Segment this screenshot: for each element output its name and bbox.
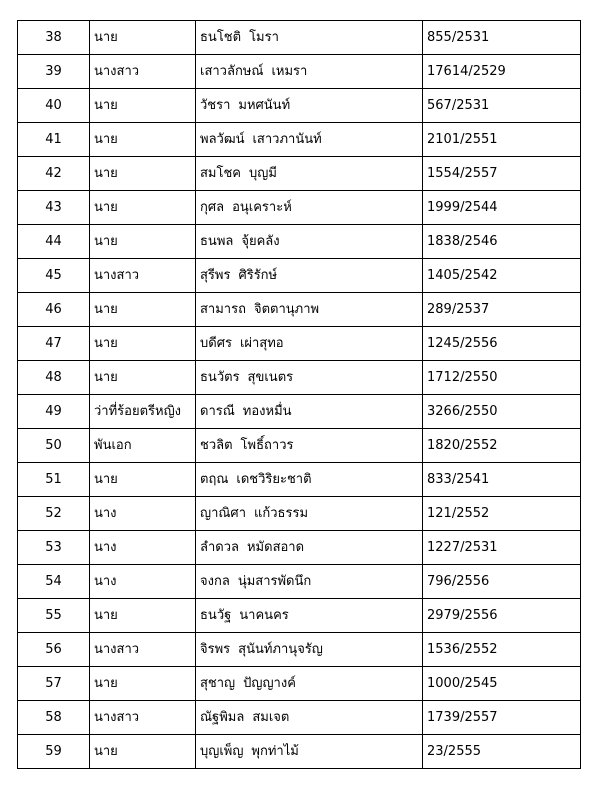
- first-name: กุศล: [200, 199, 225, 215]
- table-row: [18, 701, 581, 735]
- last-name: สุนันท์ภานุจรัญ: [238, 641, 323, 657]
- first-name: ชวลิต: [200, 437, 233, 453]
- reference-number: 833/2541: [423, 463, 581, 497]
- full-name: [196, 259, 423, 293]
- name-title: นาย: [90, 599, 196, 633]
- row-number: 53: [18, 531, 90, 565]
- reference-number: 1536/2552: [423, 633, 581, 667]
- reference-number: 567/2531: [423, 89, 581, 123]
- name-title: นาย: [90, 327, 196, 361]
- last-name: นาคนคร: [239, 607, 289, 623]
- row-number: 54: [18, 565, 90, 599]
- table-row: [18, 599, 581, 633]
- last-name: นุ่มสารพัดนึก: [237, 573, 312, 589]
- table-row: [18, 735, 581, 769]
- row-number: 59: [18, 735, 90, 769]
- name-title: นาง: [90, 497, 196, 531]
- last-name: ทองหมื่น: [242, 403, 292, 419]
- reference-number: 1838/2546: [423, 225, 581, 259]
- name-title: นาย: [90, 191, 196, 225]
- reference-number: 1554/2557: [423, 157, 581, 191]
- first-name: ดารณี: [200, 403, 235, 419]
- name-title: นางสาว: [90, 633, 196, 667]
- name-title: นางสาว: [90, 55, 196, 89]
- table-row: [18, 293, 581, 327]
- reference-number: 1227/2531: [423, 531, 581, 565]
- row-number: 46: [18, 293, 90, 327]
- first-name: วัชรา: [200, 97, 231, 113]
- reference-number: 1820/2552: [423, 429, 581, 463]
- first-name: จงกล: [200, 573, 230, 589]
- row-number: 50: [18, 429, 90, 463]
- name-title: นางสาว: [90, 259, 196, 293]
- table-row: [18, 225, 581, 259]
- last-name: จุ้ยคลัง: [241, 233, 280, 249]
- full-name: [196, 123, 423, 157]
- table-row: [18, 259, 581, 293]
- reference-number: 289/2537: [423, 293, 581, 327]
- last-name: เสาวภานันท์: [252, 131, 322, 147]
- reference-number: 2979/2556: [423, 599, 581, 633]
- name-title: นาย: [90, 463, 196, 497]
- last-name: เผ่าสุทอ: [239, 335, 284, 351]
- name-title: นาย: [90, 89, 196, 123]
- document-page: [17, 20, 580, 769]
- table-row: [18, 327, 581, 361]
- row-number: 49: [18, 395, 90, 429]
- table-row: [18, 361, 581, 395]
- last-name: โมรา: [249, 29, 279, 45]
- full-name: [196, 361, 423, 395]
- first-name: ธนโชติ: [200, 29, 242, 45]
- row-number: 43: [18, 191, 90, 225]
- row-number: 40: [18, 89, 90, 123]
- last-name: บุญมี: [249, 165, 277, 181]
- table-row: [18, 667, 581, 701]
- table-row: [18, 191, 581, 225]
- full-name: [196, 327, 423, 361]
- full-name: [196, 157, 423, 191]
- row-number: 45: [18, 259, 90, 293]
- full-name: [196, 225, 423, 259]
- last-name: สุขเนตร: [247, 369, 294, 385]
- reference-number: 1999/2544: [423, 191, 581, 225]
- first-name: จิรพร: [200, 641, 231, 657]
- row-number: 52: [18, 497, 90, 531]
- full-name: [196, 395, 423, 429]
- table-row: [18, 531, 581, 565]
- full-name: [196, 701, 423, 735]
- row-number: 57: [18, 667, 90, 701]
- full-name: [196, 531, 423, 565]
- reference-number: 1712/2550: [423, 361, 581, 395]
- first-name: พลวัฒน์: [200, 131, 245, 147]
- reference-number: 1245/2556: [423, 327, 581, 361]
- name-title: พันเอก: [90, 429, 196, 463]
- table-row: [18, 429, 581, 463]
- roster-table: [17, 20, 581, 769]
- first-name: ธนวัตร: [200, 369, 240, 385]
- first-name: ตฤณ: [200, 471, 229, 487]
- last-name: อนุเคราะห์: [232, 199, 292, 215]
- full-name: [196, 497, 423, 531]
- name-title: นาย: [90, 123, 196, 157]
- full-name: [196, 89, 423, 123]
- last-name: ศิริรักษ์: [238, 267, 278, 283]
- last-name: มหศนันท์: [238, 97, 291, 113]
- last-name: โพธิ์ถาวร: [240, 437, 294, 453]
- row-number: 48: [18, 361, 90, 395]
- first-name: เสาวลักษณ์: [200, 63, 264, 79]
- reference-number: 855/2531: [423, 21, 581, 55]
- table-row: [18, 633, 581, 667]
- last-name: พุกท่าไม้: [251, 743, 299, 759]
- reference-number: 1739/2557: [423, 701, 581, 735]
- row-number: 56: [18, 633, 90, 667]
- first-name: สมโชค: [200, 165, 242, 181]
- first-name: ลำดวล: [200, 539, 239, 555]
- row-number: 41: [18, 123, 90, 157]
- name-title: นาย: [90, 225, 196, 259]
- last-name: เดชวิริยะชาติ: [236, 471, 312, 487]
- first-name: สุรีพร: [200, 267, 231, 283]
- table-row: [18, 565, 581, 599]
- row-number: 51: [18, 463, 90, 497]
- reference-number: 17614/2529: [423, 55, 581, 89]
- row-number: 42: [18, 157, 90, 191]
- first-name: ณัฐพิมล: [200, 709, 245, 725]
- row-number: 47: [18, 327, 90, 361]
- reference-number: 3266/2550: [423, 395, 581, 429]
- first-name: สุชาญ: [200, 675, 236, 691]
- full-name: [196, 191, 423, 225]
- full-name: [196, 599, 423, 633]
- full-name: [196, 429, 423, 463]
- full-name: [196, 633, 423, 667]
- reference-number: 796/2556: [423, 565, 581, 599]
- name-title: นาย: [90, 361, 196, 395]
- table-row: [18, 21, 581, 55]
- last-name: เหมรา: [271, 63, 308, 79]
- table-row: [18, 123, 581, 157]
- table-row: [18, 89, 581, 123]
- reference-number: 23/2555: [423, 735, 581, 769]
- last-name: แก้วธรรม: [254, 505, 309, 521]
- table-row: [18, 157, 581, 191]
- full-name: [196, 293, 423, 327]
- full-name: [196, 463, 423, 497]
- name-title: นางสาว: [90, 701, 196, 735]
- last-name: ปัญญางค์: [243, 675, 296, 691]
- name-title: นาย: [90, 293, 196, 327]
- row-number: 38: [18, 21, 90, 55]
- roster-body: [18, 21, 581, 769]
- name-title: ว่าที่ร้อยตรีหญิง: [90, 395, 196, 429]
- row-number: 44: [18, 225, 90, 259]
- first-name: สามารถ: [200, 301, 246, 317]
- first-name: ธนพล: [200, 233, 234, 249]
- last-name: หมัดสอาด: [246, 539, 305, 555]
- last-name: จิตตานุภาพ: [253, 301, 320, 317]
- name-title: นาย: [90, 667, 196, 701]
- first-name: ธนวัฐ: [200, 607, 232, 623]
- table-row: [18, 55, 581, 89]
- reference-number: 2101/2551: [423, 123, 581, 157]
- table-row: [18, 463, 581, 497]
- row-number: 55: [18, 599, 90, 633]
- full-name: [196, 735, 423, 769]
- row-number: 58: [18, 701, 90, 735]
- full-name: [196, 667, 423, 701]
- name-title: นาย: [90, 157, 196, 191]
- last-name: สมเจต: [252, 709, 290, 725]
- row-number: 39: [18, 55, 90, 89]
- full-name: [196, 55, 423, 89]
- reference-number: 121/2552: [423, 497, 581, 531]
- table-row: [18, 497, 581, 531]
- first-name: บดีศร: [200, 335, 232, 351]
- name-title: นาง: [90, 565, 196, 599]
- name-title: นาย: [90, 735, 196, 769]
- first-name: ญาณิศา: [200, 505, 246, 521]
- name-title: นาย: [90, 21, 196, 55]
- reference-number: 1405/2542: [423, 259, 581, 293]
- full-name: [196, 565, 423, 599]
- name-title: นาง: [90, 531, 196, 565]
- reference-number: 1000/2545: [423, 667, 581, 701]
- full-name: [196, 21, 423, 55]
- first-name: บุญเพ็ญ: [200, 743, 244, 759]
- table-row: [18, 395, 581, 429]
